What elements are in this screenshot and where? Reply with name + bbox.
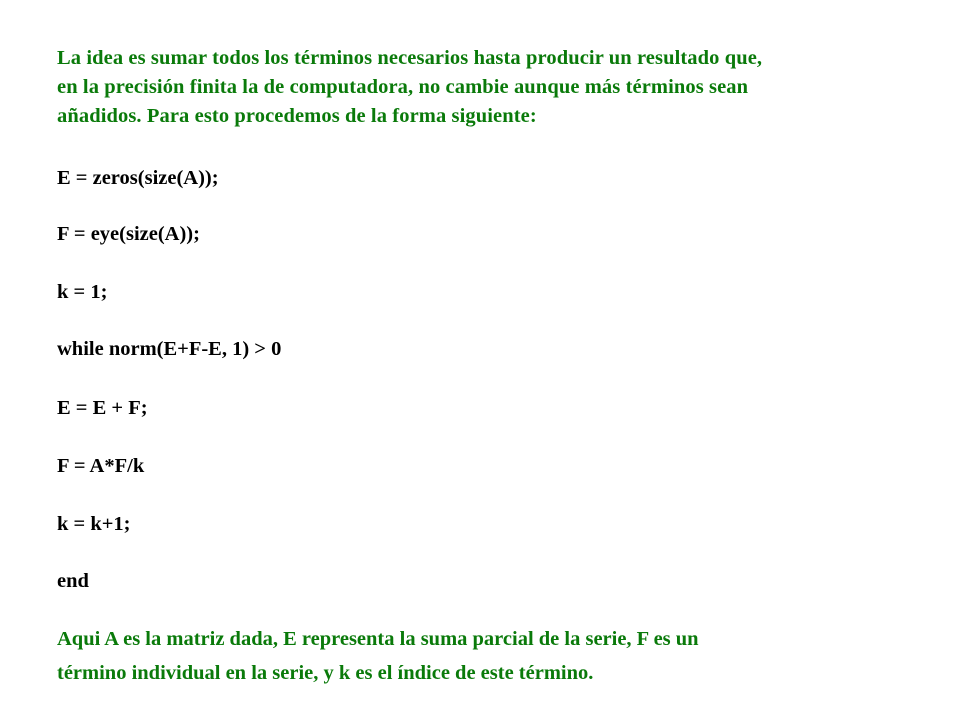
intro-line: añadidos. Para esto procedemos de la forma siguiente: (57, 105, 537, 127)
code-line-e-update: E = E + F; (57, 397, 148, 419)
intro-paragraph (57, 44, 917, 131)
intro-line: en la precisión finita la de computadora, no cambie aunque más términos sean (57, 76, 749, 98)
code-line-eye: F = eye(size(A)); (57, 223, 200, 245)
code-line-k-init: k = 1; (57, 281, 108, 303)
code-line-end: end (57, 570, 89, 592)
code-line-zeros: E = zeros(size(A)); (57, 167, 219, 189)
code-line-while: while norm(E+F-E, 1) > 0 (57, 338, 282, 360)
outro-paragraph (57, 622, 917, 690)
code-line-k-increment: k = k+1; (57, 513, 131, 535)
outro-line: término individual en la serie, y k es el índice de este término. (57, 662, 594, 684)
intro-line: La idea es sumar todos los términos necesarios hasta producir un resultado que, (57, 47, 763, 69)
code-line-f-update: F = A*F/k (57, 455, 145, 477)
outro-line: Aqui A es la matriz dada, E representa la suma parcial de la serie, F es un (57, 628, 699, 650)
